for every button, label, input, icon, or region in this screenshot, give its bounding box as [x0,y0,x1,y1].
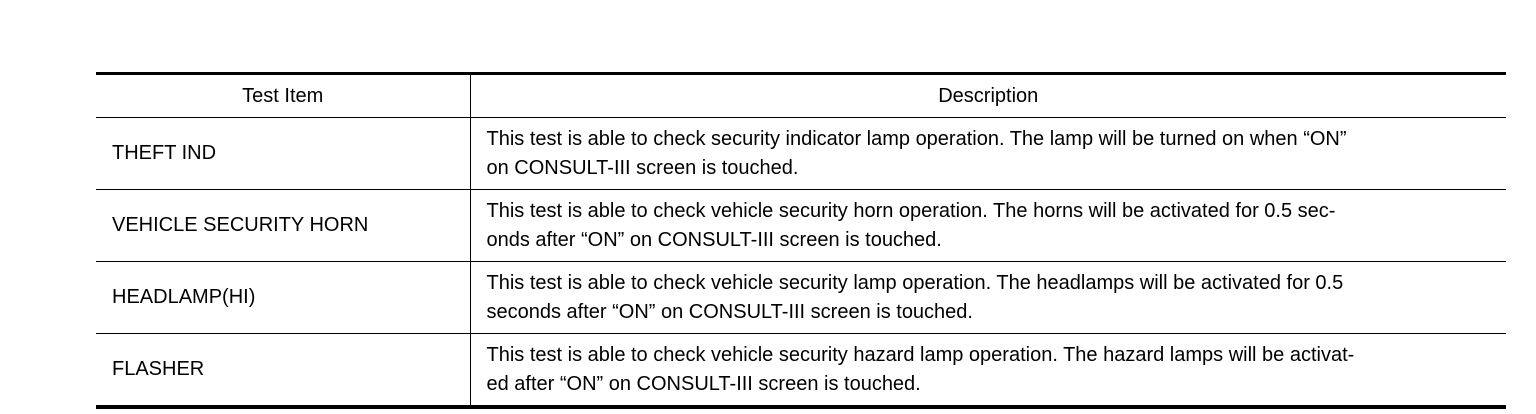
test-item-table [96,72,1506,409]
description-line: ed after “ON” on CONSULT-III screen is touched. [486,372,921,395]
description-line: This test is able to check vehicle security horn operation. The horns will be activated for 0.5 sec- [486,199,1336,222]
description-line: onds after “ON” on CONSULT-III screen is touched. [486,228,942,251]
description-line: This test is able to check vehicle security hazard lamp operation. The hazard lamps will be activat- [486,343,1355,366]
description-cell [470,334,1506,408]
test-item-cell: FLASHER [96,334,470,408]
description-line: seconds after “ON” on CONSULT-III screen is touched. [486,300,973,323]
test-item-cell: THEFT IND [96,118,470,190]
description-line: on CONSULT-III screen is touched. [486,156,799,179]
test-item-cell: VEHICLE SECURITY HORN [96,190,470,262]
description-cell [470,118,1506,190]
header-test-item: Test Item [96,74,470,118]
description-line: This test is able to check security indicator lamp operation. The lamp will be turned on when “ON” [486,127,1347,150]
header-description: Description [470,74,1506,118]
table-row [96,334,1506,408]
description-line: This test is able to check vehicle security lamp operation. The headlamps will be activated for 0.5 [486,271,1344,294]
table-row [96,262,1506,334]
description-cell [470,190,1506,262]
description-cell [470,262,1506,334]
table-header-row [96,74,1506,118]
test-item-cell: HEADLAMP(HI) [96,262,470,334]
table-row [96,190,1506,262]
table-row [96,118,1506,190]
test-item-table-container [96,72,1506,409]
